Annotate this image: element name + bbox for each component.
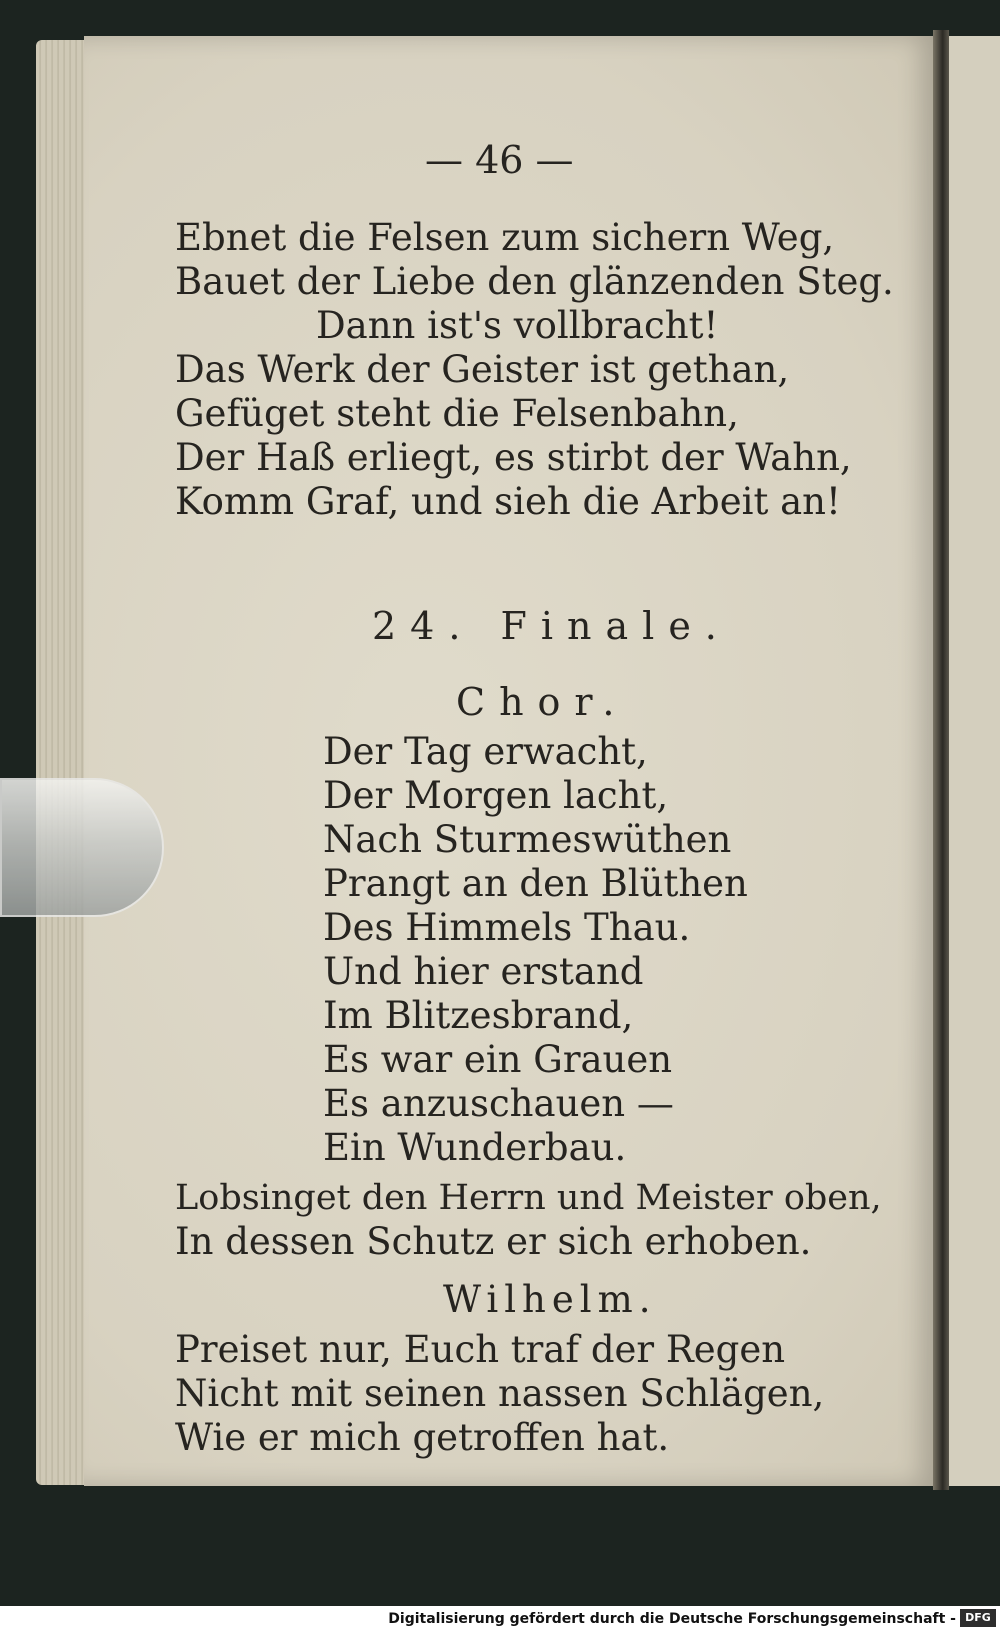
verse-line: Der Morgen lacht, bbox=[323, 774, 669, 817]
page-number: — 46 — bbox=[425, 138, 574, 182]
page-clip bbox=[0, 778, 164, 917]
wilhelm-heading: Wilhelm. bbox=[443, 1278, 657, 1321]
dfg-logo: DFG bbox=[960, 1609, 996, 1627]
digitization-footer bbox=[0, 1606, 1000, 1630]
section-title: 24. Finale. bbox=[372, 604, 731, 648]
verse-line: Ein Wunderbau. bbox=[323, 1126, 627, 1169]
verse-line: Der Tag erwacht, bbox=[323, 730, 648, 773]
verse-line: Dann ist's vollbracht! bbox=[316, 304, 719, 347]
book-gutter bbox=[933, 30, 949, 1490]
verse-line: Es anzuschauen — bbox=[323, 1082, 674, 1125]
verse-line: In dessen Schutz er sich erhoben. bbox=[175, 1220, 812, 1263]
verse-line: Wie er mich getroffen hat. bbox=[175, 1416, 670, 1459]
facing-page-edge bbox=[949, 36, 1000, 1486]
chor-heading: Chor. bbox=[456, 680, 629, 724]
verse-line: Preiset nur, Euch traf der Regen bbox=[175, 1328, 786, 1371]
verse-line: Bauet der Liebe den glänzenden Steg. bbox=[175, 260, 894, 303]
verse-line: Des Himmels Thau. bbox=[323, 906, 691, 949]
footer-credit: Digitalisierung gefördert durch die Deutsche Forschungsgemeinschaft - bbox=[388, 1611, 956, 1627]
verse-line: Lobsinget den Herrn und Meister oben, bbox=[175, 1178, 882, 1218]
verse-line: Es war ein Grauen bbox=[323, 1038, 673, 1081]
verse-line: Komm Graf, und sieh die Arbeit an! bbox=[175, 480, 841, 523]
verse-line: Der Haß erliegt, es stirbt der Wahn, bbox=[175, 436, 852, 479]
verse-line: Gefüget steht die Felsenbahn, bbox=[175, 392, 739, 435]
verse-line: Prangt an den Blüthen bbox=[323, 862, 748, 905]
verse-line: Im Blitzesbrand, bbox=[323, 994, 634, 1037]
verse-line: Ebnet die Felsen zum sichern Weg, bbox=[175, 216, 835, 259]
verse-line: Das Werk der Geister ist gethan, bbox=[175, 348, 790, 391]
verse-line: Nach Sturmeswüthen bbox=[323, 818, 732, 861]
verse-line: Und hier erstand bbox=[323, 950, 644, 993]
verse-line: Nicht mit seinen nassen Schlägen, bbox=[175, 1372, 825, 1415]
